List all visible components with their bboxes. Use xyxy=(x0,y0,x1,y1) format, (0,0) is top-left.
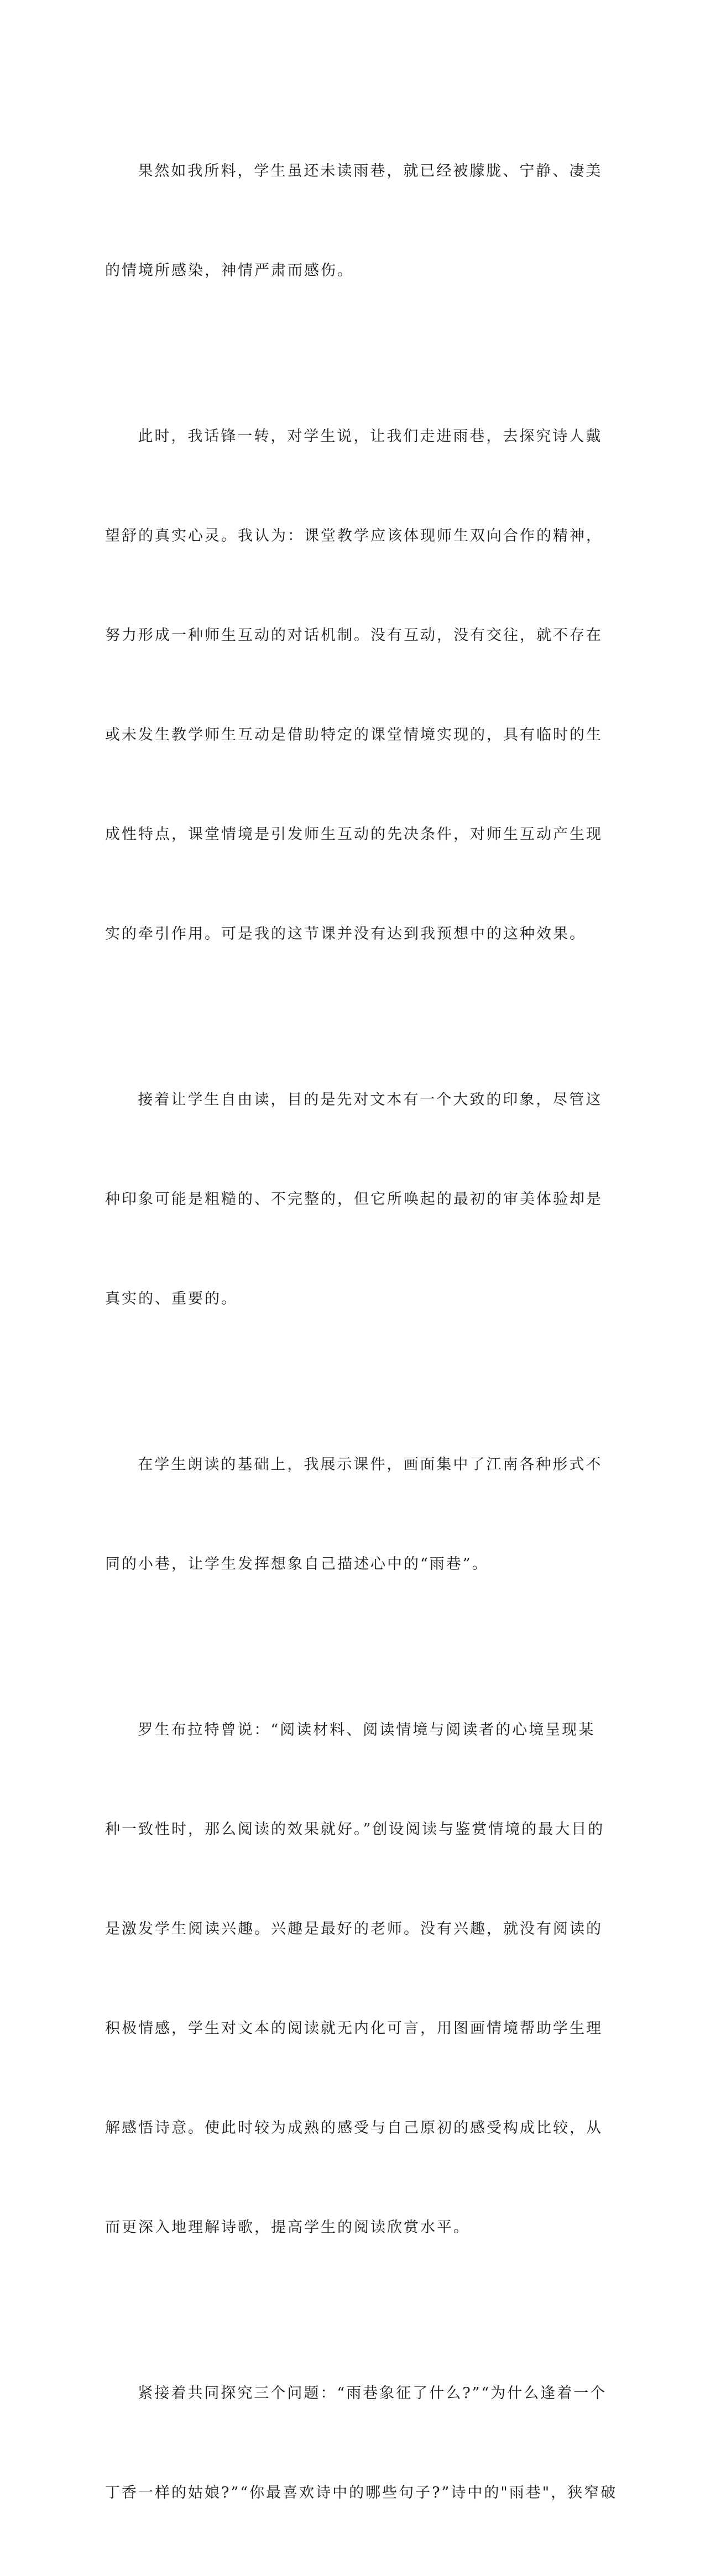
paragraph-line: 望舒的真实心灵。我认为：课堂教学应该体现师生双向合作的精神， xyxy=(105,527,603,544)
paragraph-line: 而更深入地理解诗歌，提高学生的阅读欣赏水平。 xyxy=(105,2219,470,2236)
paragraph-line: 同的小巷，让学生发挥想象自己描述心中的“雨巷”。 xyxy=(105,1556,489,1573)
paragraph-line: 果然如我所料，学生虽还未读雨巷，就已经被朦胧、宁静、凄美 xyxy=(138,163,603,180)
paragraph-2 xyxy=(105,354,603,1017)
paragraph-5 xyxy=(105,1647,605,2311)
paragraph-line: 或未发生教学师生互动是借助特定的课堂情境实现的，具有临时的生 xyxy=(105,726,603,744)
paragraph-line: 实的牵引作用。可是我的这节课并没有达到我预想中的这种效果。 xyxy=(105,925,586,943)
paragraph-line: 紧接着共同探究三个问题：“雨巷象征了什么?”“为什么逢着一个 xyxy=(138,2385,607,2402)
paragraph-line: 真实的、重要的。 xyxy=(105,1290,238,1307)
paragraph-line: 是激发学生阅读兴趣。兴趣是最好的老师。没有兴趣，就没有阅读的 xyxy=(105,1920,603,1938)
paragraph-line: 此时，我话锋一转，对学生说，让我们走进雨巷，去探究诗人戴 xyxy=(138,428,603,445)
paragraph-line: 积极情感，学生对文本的阅读就无内化可言，用图画情境帮助学生理 xyxy=(105,2020,603,2037)
paragraph-line: 种印象可能是粗糙的、不完整的，但它所唤起的最初的审美体验却是 xyxy=(105,1191,603,1208)
paragraph-line: 努力形成一种师生互动的对话机制。没有互动，没有交往，就不存在 xyxy=(105,627,603,644)
paragraph-line: 种一致性时，那么阅读的效果就好。”创设阅读与鉴赏情境的最大目的 xyxy=(105,1821,605,1838)
paragraph-6 xyxy=(105,2311,618,2576)
paragraph-line: 丁香一样的姑娘?”“你最喜欢诗中的哪些句子?”诗中的"雨巷"，狭窄破 xyxy=(105,2484,618,2501)
paragraph-line: 接着让学生自由读，目的是先对文本有一个大致的印象，尽管这 xyxy=(138,1091,603,1108)
paragraph-line: 成性特点，课堂情境是引发师生互动的先决条件，对师生互动产生现 xyxy=(105,826,603,843)
paragraph-line: 罗生布拉特曾说：“阅读材料、阅读情境与阅读者的心境呈现某 xyxy=(138,1721,596,1739)
paragraph-line: 在学生朗读的基础上，我展示课件，画面集中了江南各种形式不 xyxy=(138,1456,603,1473)
paragraph-4 xyxy=(105,1382,603,1647)
paragraph-3 xyxy=(105,1017,603,1382)
paragraph-1 xyxy=(105,88,603,354)
paragraph-line: 解感悟诗意。使此时较为成熟的感受与自己原初的感受构成比较，从 xyxy=(105,2119,603,2137)
document-body xyxy=(105,88,618,2576)
paragraph-line: 的情境所感染，神情严肃而感伤。 xyxy=(105,262,354,279)
